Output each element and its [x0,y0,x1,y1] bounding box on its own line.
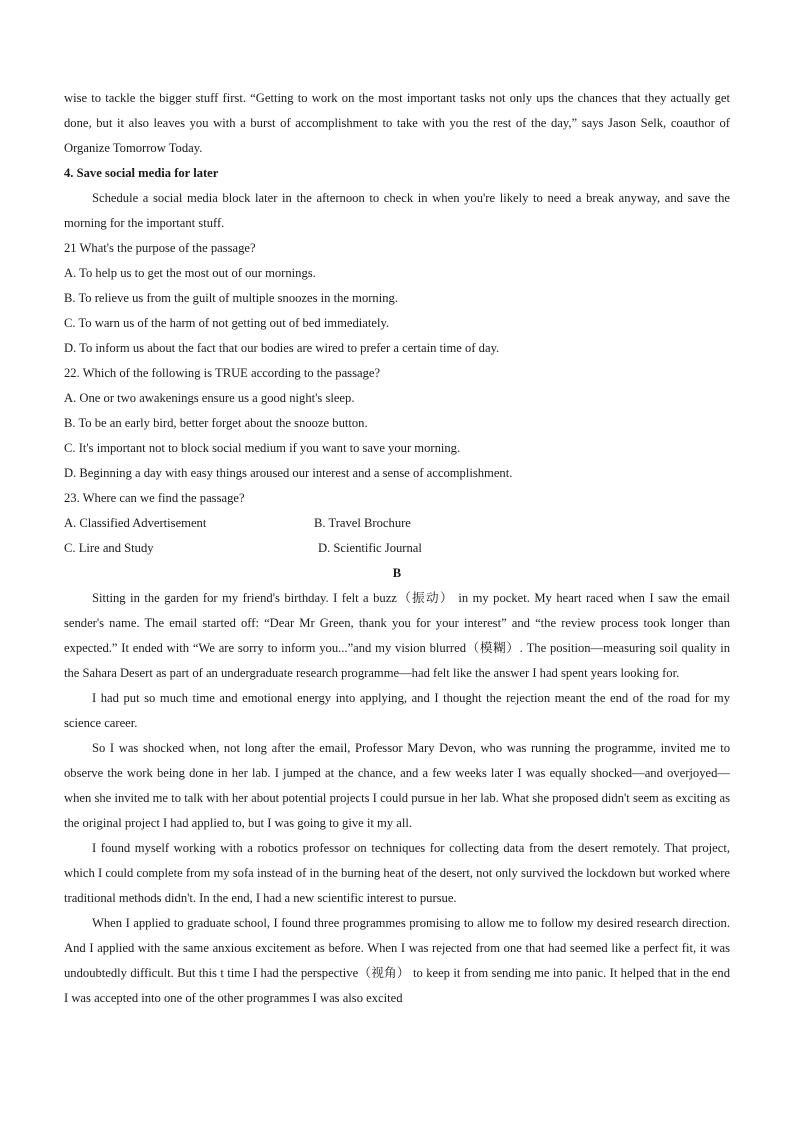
option-a: A. One or two awakenings ensure us a good night's sleep. [64,391,355,405]
passage-b-paragraph: I found myself working with a robotics professor on techniques for collecting data from the desert remotely. That project, which I could complete from my sofa instead of in the burning heat of the desert, not only survived the lockdown but worked where traditional methods didn't. In the end, I had a new scientific interest to pursue. [64,841,730,905]
option-a: A. Classified Advertisement [64,516,207,530]
passage-b-paragraph: So I was shocked when, not long after the email, Professor Mary Devon, who was running the programme, invited me to observe the work being done in her lab. I jumped at the chance, and a few weeks later I was equally shocked—and overjoyed—when she invited me to talk with her about potential projects I could pursue in her lab. What she proposed didn't seem as exciting as the original project I had applied to, but I was going to give it my all. [64,741,730,830]
option-a: A. To help us to get the most out of our mornings. [64,266,316,280]
option-b: B. To relieve us from the guilt of multiple snoozes in the morning. [64,291,398,305]
option-b: B. Travel Brochure [314,516,411,530]
question-stem: 23. Where can we find the passage? [64,491,245,505]
option-c: C. Lire and Study [64,541,154,555]
passage-b-heading: B [392,566,402,580]
question-stem: 22. Which of the following is TRUE according to the passage? [64,366,381,380]
section-heading: 4. Save social media for later [64,166,219,180]
question-stem: 21 What's the purpose of the passage? [64,241,256,255]
option-b: B. To be an early bird, better forget about the snooze button. [64,416,368,430]
option-d: D. To inform us about the fact that our bodies are wired to prefer a certain time of day. [64,341,500,355]
question-21 [64,236,730,361]
document-page [64,86,730,1011]
options-row-1 [64,511,730,536]
section-paragraph: Schedule a social media block later in the afternoon to check in when you're likely to need a break anyway, and save the morning for the important stuff. [64,191,730,230]
passage-b-paragraph: Sitting in the garden for my friend's birthday. I felt a buzz（振动） in my pocket. My heart raced when I saw the email sender's name. The email started off: “Dear Mr Green, thank you for your interest” and “the review process took longer than expected.” It ended with “We are sorry to inform you...”and my vision blurred（模糊）. The position—measuring soil quality in the Sahara Desert as part of an undergraduate research programme—had felt like the answer I had spent years looking for. [64,591,730,680]
option-c: C. It's important not to block social medium if you want to save your morning. [64,441,461,455]
passage-a-intro-paragraph: wise to tackle the bigger stuff first. “Getting to work on the most important tasks not only ups the chances that they actually get done, but it also leaves you with a burst of accomplishment to take with you the rest of the day,” says Jason Selk, coauthor of Organize Tomorrow Today. [64,91,730,155]
options-row-2 [64,536,730,561]
question-23 [64,486,730,561]
option-c: C. To warn us of the harm of not getting out of bed immediately. [64,316,390,330]
option-d: D. Beginning a day with easy things aroused our interest and a sense of accomplishment. [64,466,513,480]
passage-b-paragraph: I had put so much time and emotional energy into applying, and I thought the rejection meant the end of the road for my science career. [64,691,730,730]
question-22 [64,361,730,486]
passage-b-paragraph: When I applied to graduate school, I found three programmes promising to allow me to follow my desired research direction. And I applied with the same anxious excitement as before. When I was rejected from one that had seemed like a perfect fit, it was undoubtedly difficult. But this t time I had the perspective（视角） to keep it from sending me into panic. It helped that in the end I was accepted into one of the other programmes I was also excited [64,916,730,1005]
option-d: D. Scientific Journal [318,541,422,555]
